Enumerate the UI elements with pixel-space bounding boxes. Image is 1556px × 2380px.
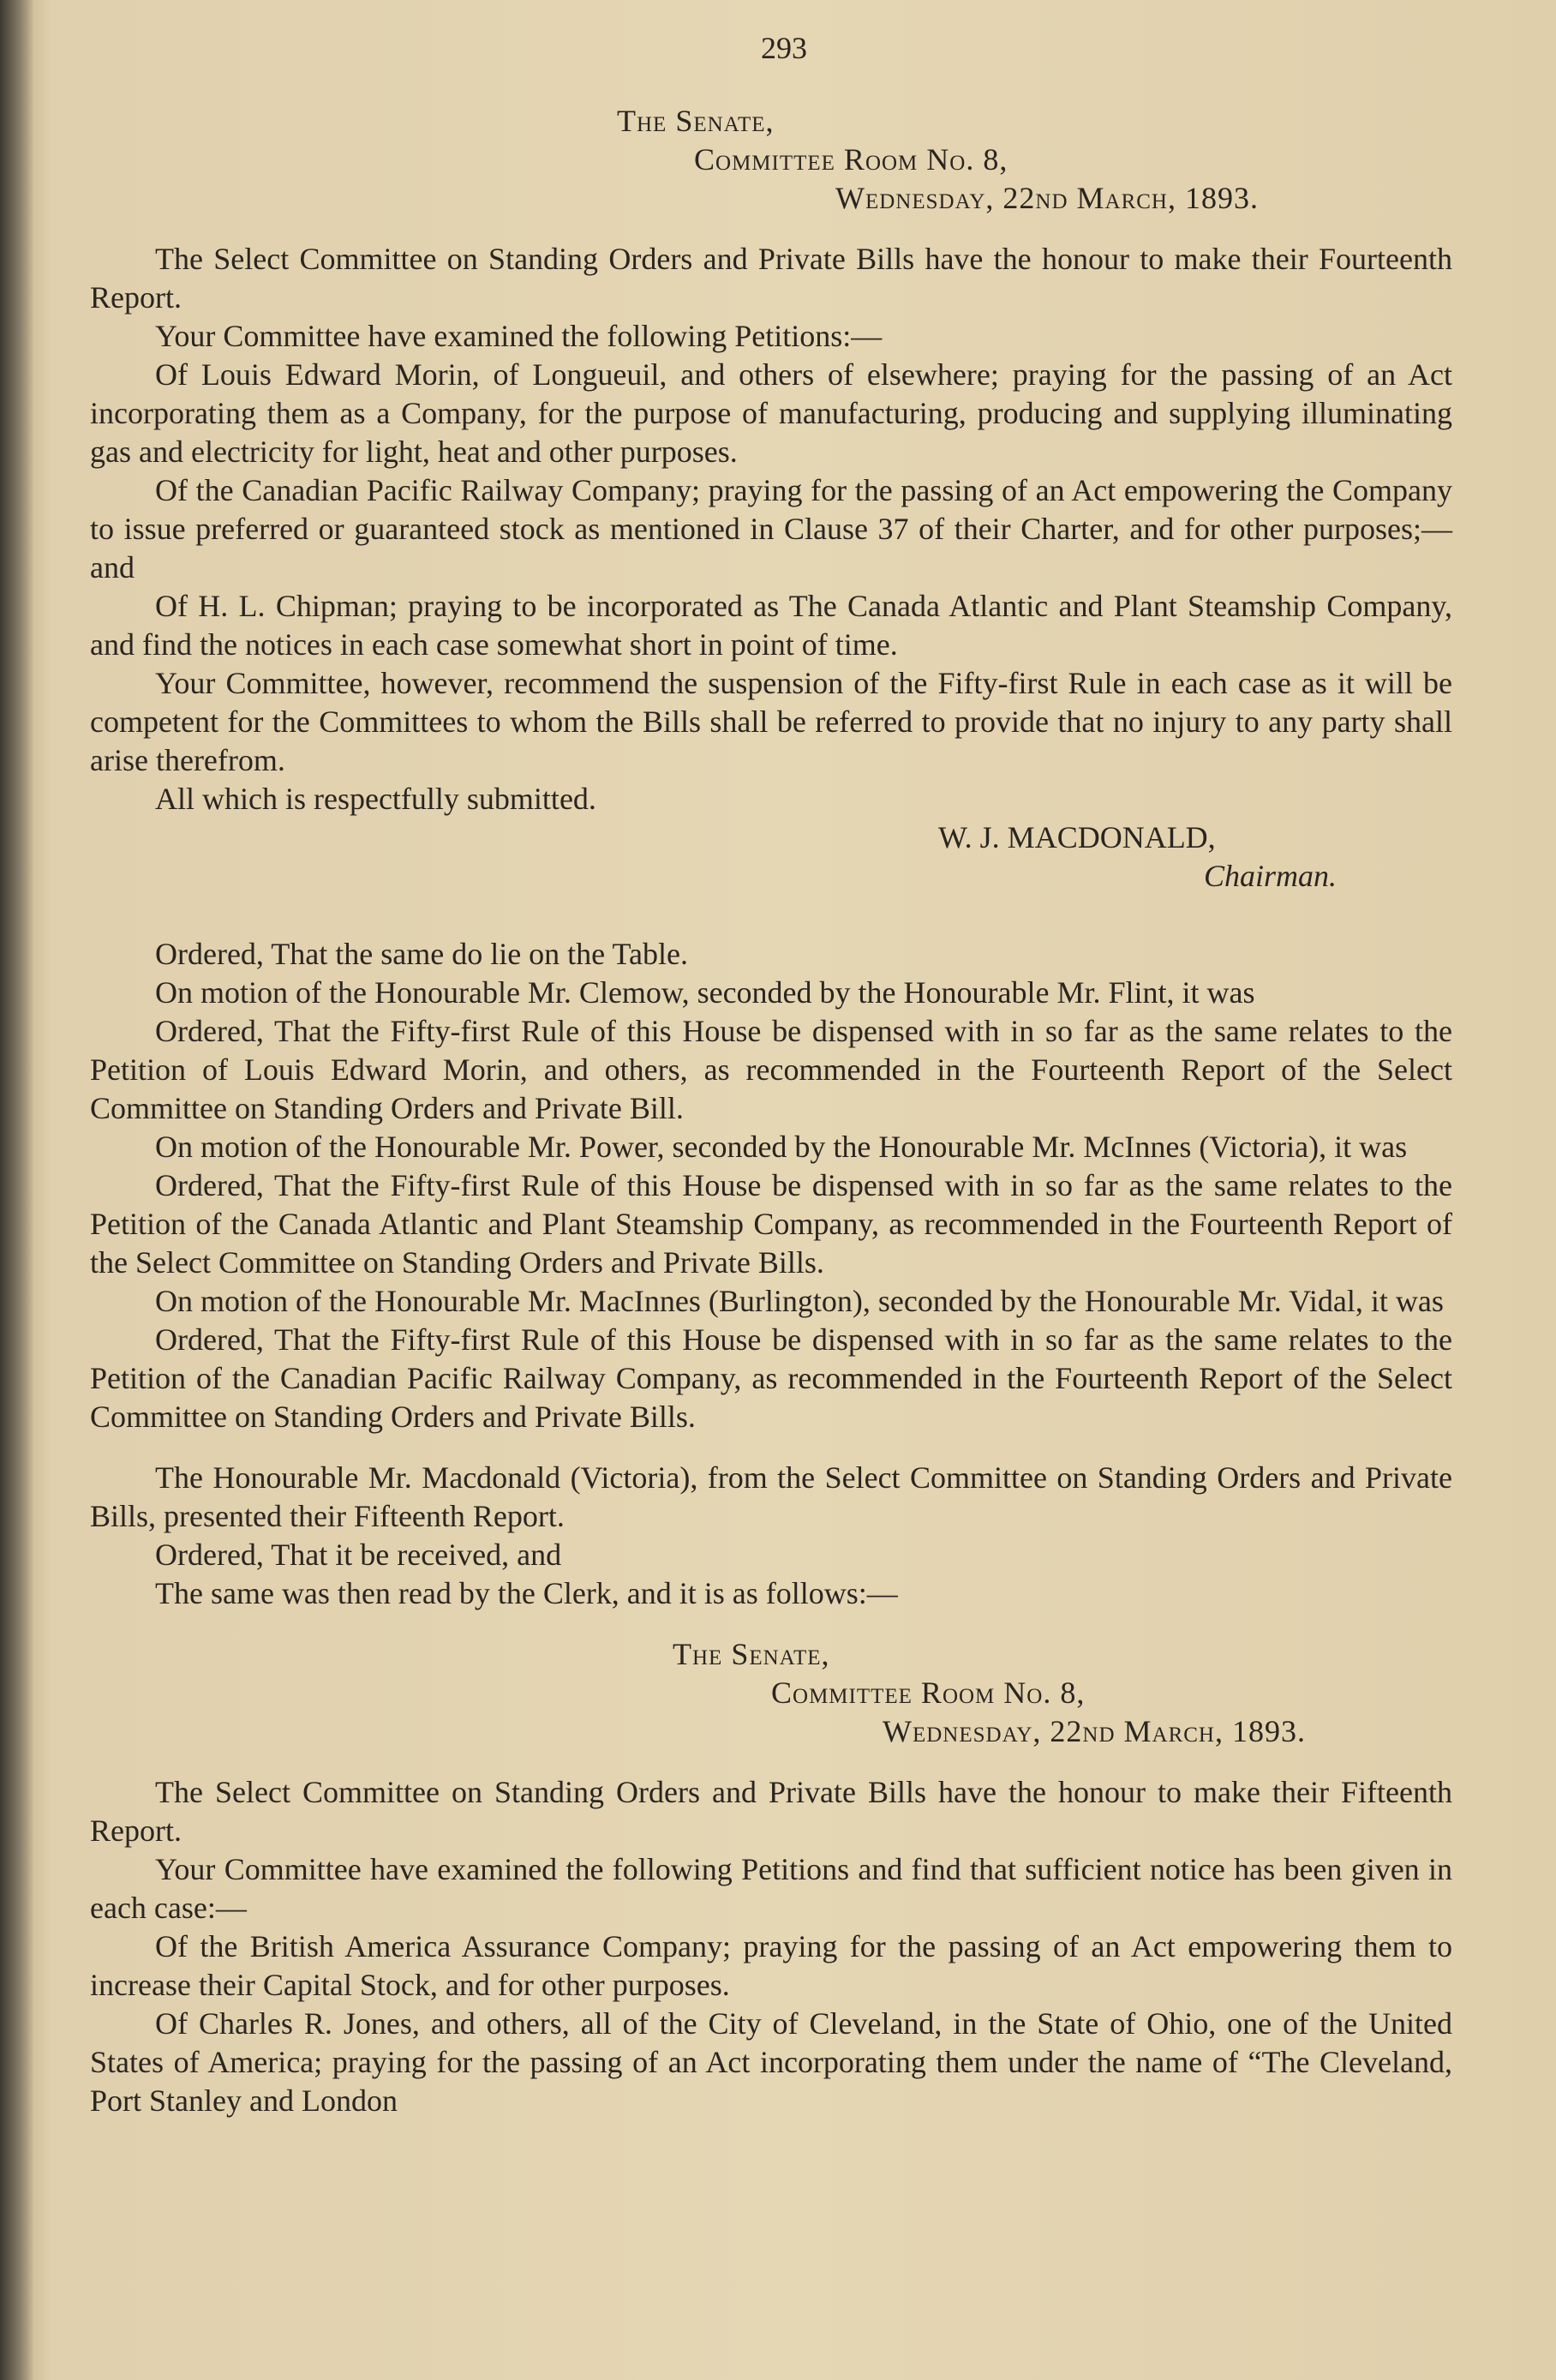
intro-paragraph: The Honourable Mr. Macdonald (Victoria), from the Select Committee on Standing Orders and Private Bills, presented their Fifteenth Report.	[90, 1460, 1452, 1533]
page-number: 293	[761, 31, 807, 65]
header-date: Wednesday, 22nd March, 1893.	[835, 181, 1259, 215]
order-paragraph: Ordered, That the Fifty-first Rule of this House be dispensed with in so far as the same relates to the Petition of the Canada Atlantic and Plant Steamship Company, as recommended in the Fourteenth Report of the Select Committee on Standing Orders and Private Bills.	[90, 1168, 1452, 1280]
order-paragraph: On motion of the Honourable Mr. MacInnes (Burlington), seconded by the Honourable Mr. Vidal, it was	[155, 1284, 1444, 1318]
report-paragraph: Of Louis Edward Morin, of Longueuil, and others of elsewhere; praying for the passing of an Act incorporating them as a Company, for the purpose of manufacturing, producing and supplying illuminating gas and electricity for light, heat and other purposes.	[90, 357, 1452, 469]
header-committee-room: Committee Room No. 8,	[771, 1676, 1086, 1710]
report-paragraph: The Select Committee on Standing Orders and Private Bills have the honour to make their Fourteenth Report.	[90, 242, 1452, 315]
second-report-header	[90, 1635, 1452, 1751]
fifteenth-report	[90, 1773, 1452, 2120]
report-paragraph: Of H. L. Chipman; praying to be incorporated as The Canada Atlantic and Plant Steamship Company, and find the notices in each case somewhat short in point of time.	[90, 589, 1452, 662]
order-paragraph: On motion of the Honourable Mr. Power, seconded by the Honourable Mr. McInnes (Victoria), it was	[155, 1130, 1408, 1164]
page-content	[90, 29, 1452, 2120]
header-senate: The Senate,	[673, 1637, 830, 1671]
signature-block	[90, 818, 1452, 896]
intro-paragraph: Ordered, That it be received, and	[155, 1538, 562, 1572]
fourteenth-report	[90, 240, 1452, 818]
report-paragraph: Of the Canadian Pacific Railway Company; praying for the passing of an Act empowering the Company to issue preferred or guaranteed stock as mentioned in Clause 37 of their Charter, and for other purposes;—and	[90, 473, 1452, 585]
report-paragraph: Your Committee, however, recommend the suspension of the Fifty-first Rule in each case as it will be competent for the Committees to whom the Bills shall be referred to provide that no injury to any party shall arise therefrom.	[90, 666, 1452, 777]
order-paragraph: Ordered, That the Fifty-first Rule of this House be dispensed with in so far as the same relates to the Petition of the Canadian Pacific Railway Company, as recommended in the Fourteenth Report of the Select Committee on Standing Orders and Private Bills.	[90, 1322, 1452, 1434]
header-committee-room: Committee Room No. 8,	[694, 142, 1008, 177]
report-paragraph: The Select Committee on Standing Orders and Private Bills have the honour to make their Fifteenth Report.	[90, 1775, 1452, 1848]
order-paragraph: Ordered, That the Fifty-first Rule of this House be dispensed with in so far as the same relates to the Petition of Louis Edward Morin, and others, as recommended in the Fourteenth Report of the Select Committee on Standing Orders and Private Bill.	[90, 1014, 1452, 1125]
report-paragraph: All which is respectfully submitted.	[155, 782, 596, 816]
order-paragraph: On motion of the Honourable Mr. Clemow, seconded by the Honourable Mr. Flint, it was	[155, 975, 1255, 1010]
fifteenth-report-intro	[90, 1459, 1452, 1613]
book-gutter	[0, 0, 34, 2380]
intro-paragraph: The same was then read by the Clerk, and it is as follows:—	[155, 1576, 898, 1610]
report-paragraph: Of the British America Assurance Company; praying for the passing of an Act empowering them to increase their Capital Stock, and for other purposes.	[90, 1929, 1452, 2002]
signature-name: W. J. MACDONALD,	[938, 820, 1216, 854]
report-paragraph: Your Committee have examined the following Petitions and find that sufficient notice has been given in each case:—	[90, 1852, 1452, 1925]
header-senate: The Senate,	[617, 104, 775, 138]
report-paragraph: Of Charles R. Jones, and others, all of the City of Cleveland, in the State of Ohio, one of the United States of America; praying for the passing of an Act incorporating them under the name of “The Cleveland, Port Stanley and London	[90, 2006, 1452, 2118]
report-paragraph: Your Committee have examined the following Petitions:—	[155, 319, 883, 353]
signature-title: Chairman.	[1204, 859, 1338, 893]
orders-section	[90, 935, 1452, 1436]
order-paragraph: Ordered, That the same do lie on the Table.	[155, 937, 688, 971]
first-report-header	[90, 102, 1452, 218]
header-date: Wednesday, 22nd March, 1893.	[883, 1714, 1306, 1748]
